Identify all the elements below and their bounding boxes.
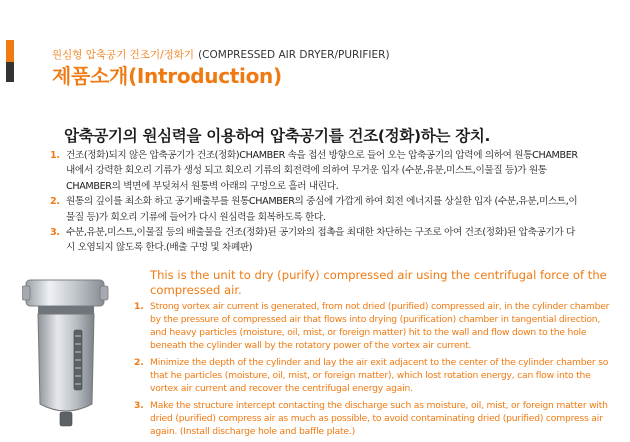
list-item-text: Strong vortex air current is generated, from not dried (purified) compressed air, in the cylinder chamber by the pressure of compressed air that flows into drying (purification) chamber in tangential direction, and heavy particles (moisture, oil, mist, or foreign matter) hit to the wall and flow down to the hole beneath the cylinder wall by the rotatory power of the vortex air current. [150, 301, 610, 351]
list-item-number: 1. [134, 301, 144, 312]
list-item-text: Minimize the depth of the cylinder and lay the air exit adjacent to the center of the cylinder chamber so that he particles (moisture, oil, mist, or foreign matter), which lost rotation energy, can flow into the vortex air current and recover the centrifugal energy again. [150, 357, 609, 394]
list-item-text: 수분,유분,미스트,이물질 등의 배출물을 건조(정화)된 공기와의 접촉을 최대한 차단하는 구조로 아여 건조(정화)된 압축공기가 다시 오염되지 않도록 한다.(배출 구멍 및 차폐판) [66, 227, 575, 254]
subtitle-english: (COMPRESSED AIR DRYER/PURIFIER) [198, 49, 390, 61]
list-item-text: Make the structure intercept contacting the discharge such as moisture, oil, mist, or foreign matter with dried (purified) compress air as much as possible, to avoid contaminating dried (purified) compress air again. (Install discharge hole and baffle plate.) [150, 400, 608, 437]
korean-headline: 압축공기의 원심력을 이용하여 압축공기를 건조(정화)하는 장치. [64, 127, 491, 145]
page-title: 제품소개(Introduction) [52, 64, 282, 88]
list-item [134, 300, 610, 352]
header-accent-bar-dark [6, 62, 14, 82]
subtitle-korean: 원심형 압축공기 건조기/정화기 [52, 49, 195, 61]
english-headline: This is the unit to dry (purify) compressed air using the centrifugal force of the compressed air. [150, 268, 607, 297]
air-dryer-product-image [22, 272, 112, 430]
list-item-number: 3. [50, 227, 60, 239]
list-item-text: 원통의 깊이를 최소화 하고 공기배출부를 원통CHAMBER의 중심에 가깝게 하여 회전 에너지를 상실한 입자 (수분,유분,미스트,이물질 등)가 회오리 기류에 들어가 다시 원심력을 회복하도록 한다. [66, 196, 578, 223]
list-item [50, 225, 580, 256]
korean-description-list [50, 148, 580, 256]
list-item-number: 2. [134, 357, 144, 368]
list-item [134, 356, 610, 395]
english-description-list [134, 300, 610, 442]
list-item [134, 399, 610, 438]
list-item-number: 3. [134, 400, 144, 411]
list-item [50, 148, 580, 194]
list-item-number: 2. [50, 196, 60, 208]
list-item-text: 건조(정화)되지 않은 압축공기가 건조(정화)CHAMBER 속을 접선 방향으로 들어 오는 압축공기의 압력에 의하여 원통CHAMBER 내에서 강력한 회오리 기류가 생성 되고 회오리 기류의 회전력에 의하여 무거운 입자 (수분,유분,미스트,이물질 등)가 원통CHAMBER의 벽면에 부딪쳐서 원통벽 아래의 구멍으로 흘러 내린다. [66, 150, 578, 192]
list-item [50, 194, 580, 225]
list-item-number: 1. [50, 150, 60, 161]
